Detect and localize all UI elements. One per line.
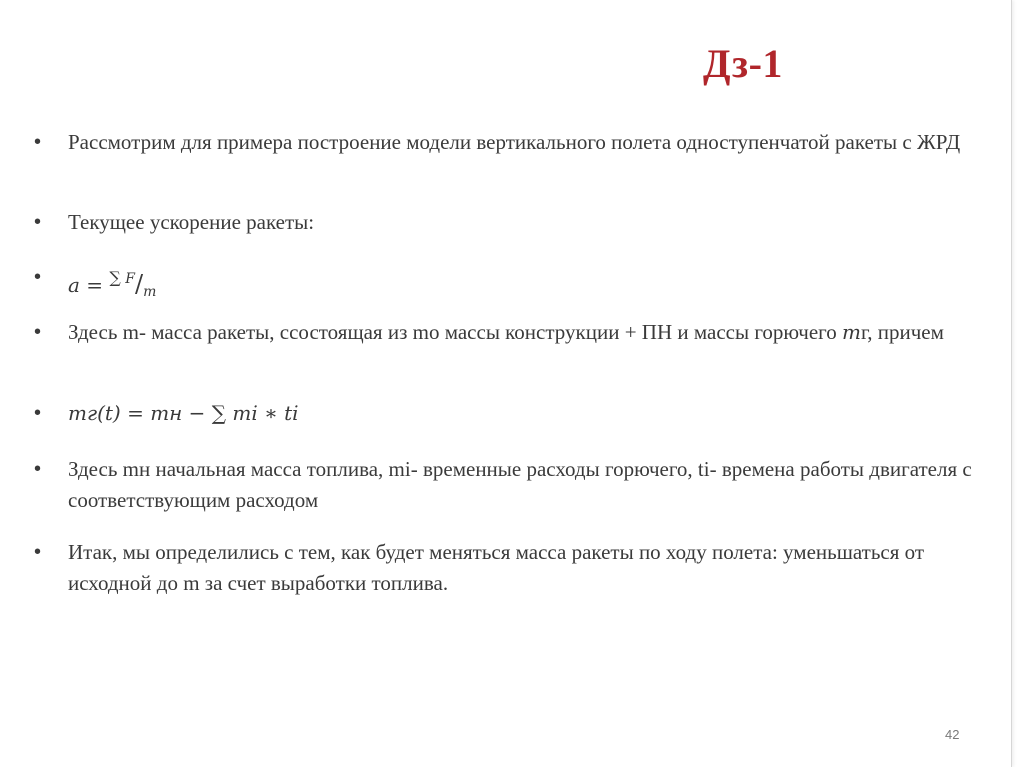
bullet-item [34, 317, 994, 348]
formula-denominator: m [143, 284, 157, 300]
bullet-dot: • [34, 266, 42, 288]
bullet-item [34, 398, 994, 429]
acceleration-formula [68, 262, 994, 308]
sum-symbol: ∑ [109, 268, 121, 287]
bullet-dot: • [34, 541, 42, 563]
bullet-dot: • [34, 402, 42, 424]
bullet-dot: • [34, 321, 42, 343]
bullet-item [34, 262, 994, 308]
bullet-text: Рассмотрим для примера построение модели вертикального полета одноступенчатой ракеты с ЖРД [68, 130, 961, 154]
bullet-text-part: Здесь m- масса ракеты, ссостоящая из mo массы конструкции + ПН и массы горючего [68, 320, 837, 344]
bullet-dot: • [34, 211, 42, 233]
bullet-text: Здесь mн начальная масса топлива, mi- временные расходы горючего, ti- времена работы двигателя с соответствующим расходом [68, 457, 972, 512]
formula-slash: / [135, 270, 144, 298]
mass-formula: mг(t) = mн − ∑ mi ∗ ti [68, 401, 299, 425]
formula-lhs: a [68, 273, 80, 297]
formula-numerator: F [125, 271, 136, 287]
slide-title: Дз-1 [703, 41, 783, 86]
formula-eq: = [79, 273, 110, 297]
bullet-text [68, 317, 994, 348]
fuel-mass-symbol: m [842, 320, 861, 344]
bullet-dot: • [34, 131, 42, 153]
page-number: 42 [945, 727, 960, 742]
fuel-mass-suffix: , причем [867, 320, 944, 344]
bullet-item [34, 127, 994, 158]
bullet-text: Итак, мы определились с тем, как будет меняться масса ракеты по ходу полета: уменьшаться от исходной до m за счет выработки топлива. [68, 540, 925, 595]
bullet-text: Текущее ускорение ракеты: [68, 210, 315, 234]
bullet-item [34, 454, 994, 516]
fuel-mass-subscript: г [861, 320, 868, 344]
bullet-item [34, 207, 994, 238]
bullet-dot: • [34, 458, 42, 480]
bullet-item [34, 537, 994, 599]
